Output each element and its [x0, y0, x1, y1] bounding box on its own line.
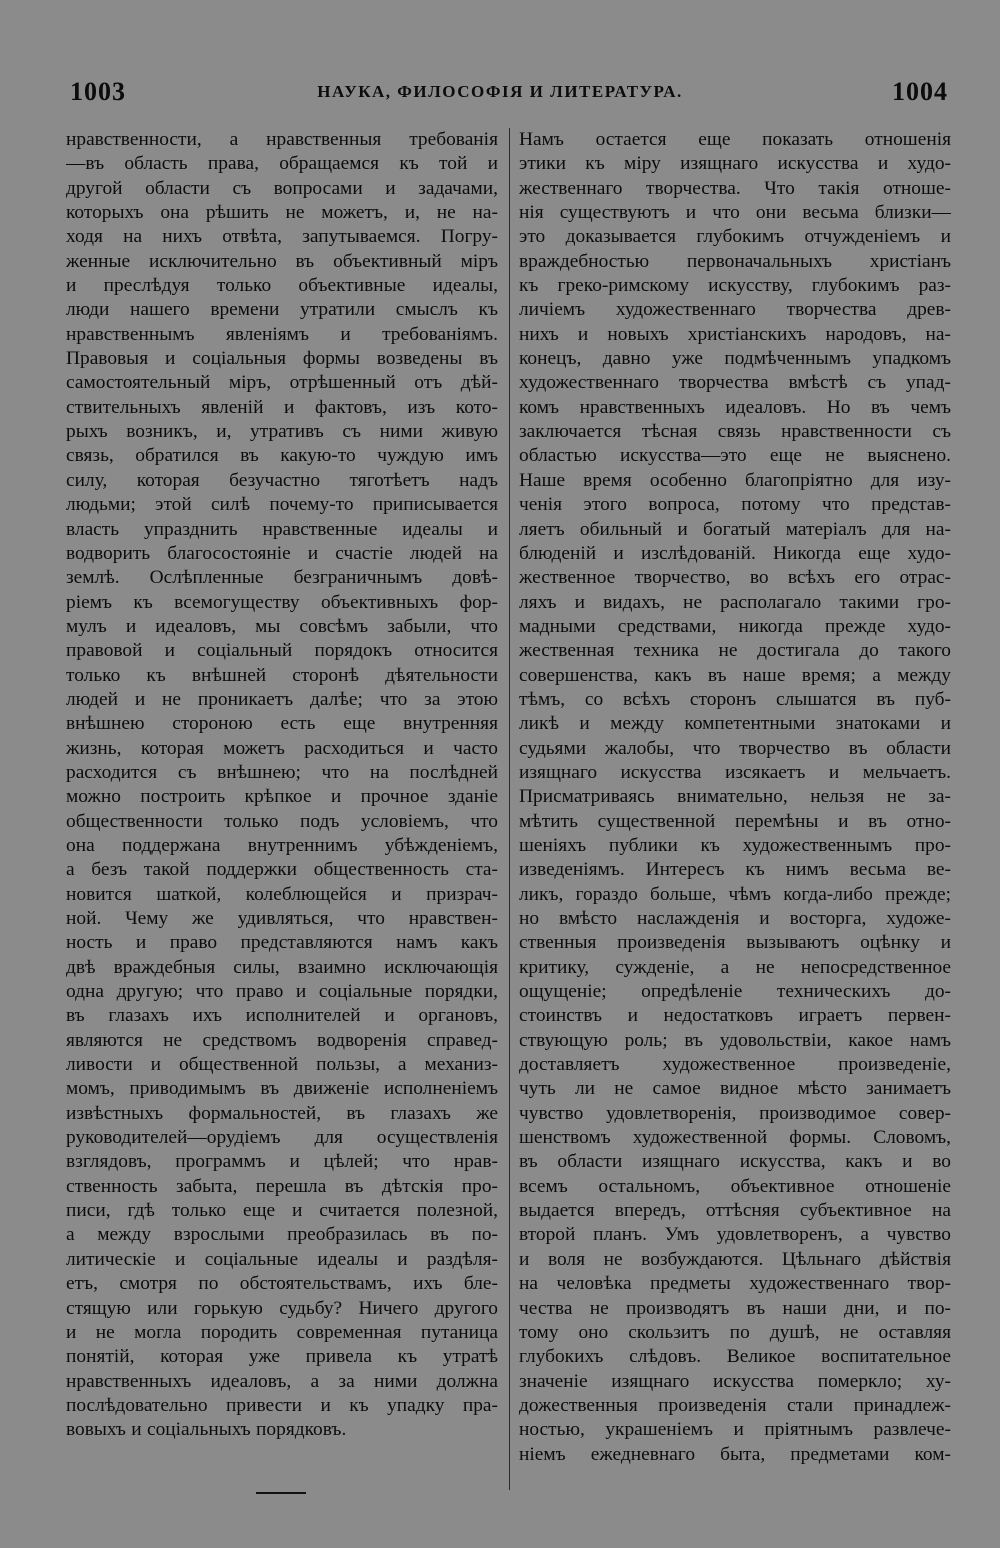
text-line: ляетъ обильный и богатый матеріалъ для на- — [519, 518, 951, 540]
text-line: ликѣ и между компетентными знатоками и — [519, 713, 951, 735]
text-line: самостоятельный міръ, отрѣшенный отъ дѣй- — [66, 372, 498, 394]
text-line: другой области съ вопросами и задачами, — [66, 177, 498, 199]
text-line: чества не производятъ въ наши дни, и по- — [519, 1297, 951, 1319]
text-line: жественнаго творчества. Что такія отноше- — [519, 177, 951, 199]
text-line: тому оно скользитъ по душѣ, не оставляя — [519, 1321, 951, 1343]
text-line: ляхъ и видахъ, не располагало такими гро- — [519, 591, 951, 613]
text-line: личіемъ художественнаго творчества древ- — [519, 299, 951, 321]
text-line: людей и не проникаетъ далѣе; что за этою — [66, 688, 498, 710]
text-line: стоинствъ и недостатковъ играетъ первен- — [519, 1005, 951, 1027]
text-line: ливости и общественной пользы, а механиз- — [66, 1054, 498, 1076]
text-line: ходя на нихъ отвѣта, запутываемся. Погру- — [66, 226, 498, 248]
text-line: а безъ такой поддержки общественность ста- — [66, 859, 498, 881]
text-line: мадными средствами, никогда прежде худо- — [519, 615, 951, 637]
text-line: значеніе изящнаго искусства померкло; ху- — [519, 1370, 951, 1392]
text-line: связь, обратился въ какую-то чуждую имъ — [66, 445, 498, 467]
text-line: глубокихъ слѣдовъ. Великое воспитательное — [519, 1346, 951, 1368]
text-line: понятій, которая уже привела къ утратѣ — [66, 1346, 498, 1368]
text-line: изведеніямъ. Интересъ къ нимъ весьма ве- — [519, 859, 951, 881]
text-line: вовыхъ и соціальныхъ порядковъ. — [66, 1419, 347, 1441]
text-line: блюденій и изслѣдованій. Никогда еще худо- — [519, 542, 951, 564]
left-column-text — [66, 128, 498, 1443]
section-end-rule — [256, 1492, 306, 1494]
text-line: областью искусства—это еще не выяснено. — [519, 445, 951, 467]
text-line: Наше время особенно благопріятно для изу- — [519, 469, 951, 491]
text-line: и преслѣдуя только объективные идеалы, — [66, 275, 498, 297]
text-line: Намъ остается еще показать отношенія — [519, 129, 951, 150]
text-line: люди нашего времени утратили смыслъ къ — [66, 299, 498, 321]
page-number-right: 1004 — [892, 77, 948, 106]
text-line: враждебностью первоначальныхъ христіанъ — [519, 250, 951, 272]
text-line: комъ нравственныхъ идеаловъ. Но въ чемъ — [519, 396, 951, 418]
text-line: жественное творчество, во всѣхъ его отрас- — [519, 567, 951, 589]
text-line: ственность забыта, перешла въ дѣтскія про- — [66, 1175, 498, 1197]
text-line: чувство удовлетворенія, производимое совер- — [519, 1102, 951, 1124]
text-line: Правовыя и соціальныя формы возведены въ — [66, 348, 498, 370]
text-line: второй планъ. Умъ удовлетворенъ, а чувство — [519, 1224, 951, 1246]
text-line: власть упразднить нравственные идеалы и — [66, 518, 498, 540]
text-line: ствительныхъ явленій и фактовъ, изъ кото- — [66, 396, 498, 418]
text-line: ствующую роль; въ удовольствіи, какое намъ — [519, 1029, 951, 1051]
text-line: и не могла породить современная путаница — [66, 1321, 498, 1343]
text-line: нихъ и новыхъ христіанскихъ народовъ, на- — [519, 323, 951, 345]
text-line: чуть ли не самое видное мѣсто занимаетъ — [519, 1078, 951, 1100]
text-line: жизнь, которая можетъ расходиться и часто — [66, 737, 498, 759]
text-line: она поддержана внутреннимъ убѣжденіемъ, — [66, 834, 498, 856]
text-line: нравственныхъ идеаловъ, а за ними должна — [66, 1370, 498, 1392]
text-line: одна другую; что право и соціальные порядки, — [66, 981, 498, 1003]
column-divider — [509, 128, 510, 1490]
text-line: въ области изящнаго искусства, какъ и во — [519, 1151, 951, 1173]
text-line: руководителей—орудіемъ для осуществленія — [66, 1127, 498, 1149]
text-line: заключается тѣсная связь нравственности съ — [519, 421, 951, 443]
text-line: людьми; этой силѣ почему-то приписывается — [66, 494, 498, 516]
text-line: къ греко-римскому искусству, глубокимъ раз- — [519, 275, 951, 297]
text-line: изящнаго искусства изсякаетъ и мельчаетъ. — [519, 761, 951, 783]
text-line: ственныя произведенія вызываютъ оцѣнку и — [519, 932, 951, 954]
text-line: жественная техника не достигала до такого — [519, 640, 951, 662]
text-line: —въ область права, обращаемся къ той и — [66, 153, 498, 175]
text-line: шенствомъ художественной формы. Словомъ, — [519, 1127, 951, 1149]
text-line: судьями жалобы, что творчество въ области — [519, 737, 951, 759]
text-line: и воля не возбуждаются. Цѣльнаго дѣйствія — [519, 1248, 951, 1270]
text-line: послѣдовательно привести и къ упадку пра- — [66, 1394, 498, 1416]
text-line: писи, гдѣ только еще и считается полезной, — [66, 1200, 498, 1222]
text-line: расходится съ внѣшнею; что на послѣдней — [66, 761, 498, 783]
text-line: ностью, украшеніемъ и пріятнымъ развлече- — [519, 1419, 951, 1441]
text-line: шеніяхъ публики къ художественнымъ про- — [519, 834, 951, 856]
page-number-left: 1003 — [70, 77, 126, 106]
text-line: етъ, смотря по обстоятельствамъ, ихъ бле- — [66, 1273, 498, 1295]
text-line: въ глазахъ ихъ исполнителей и органовъ, — [66, 1005, 498, 1027]
text-line: всемъ остальномъ, объективное отношеніе — [519, 1175, 951, 1197]
text-line: этики къ міру изящнаго искусства и худо- — [519, 153, 951, 175]
text-line: конецъ, давно уже подмѣченнымъ упадкомъ — [519, 348, 951, 370]
text-line: критику, сужденіе, а не непосредственное — [519, 956, 951, 978]
text-line: только къ внѣшней сторонѣ дѣятельности — [66, 664, 498, 686]
text-line: нравственнымъ явленіямъ и требованіямъ. — [66, 323, 498, 345]
text-line: выдается впередъ, оттѣсняя субъективное на — [519, 1200, 951, 1222]
text-line: стящую или горькую судьбу? Ничего другого — [66, 1297, 498, 1319]
text-line: ность и право представляются намъ какъ — [66, 932, 498, 954]
text-line: Присматриваясь внимательно, нельзя не за- — [519, 786, 951, 808]
text-line: являются не средствомъ водворенія справед- — [66, 1029, 498, 1051]
text-line: можно построить крѣпкое и прочное зданіе — [66, 786, 498, 808]
text-line: дожественныя произведенія стали принадлеж- — [519, 1394, 951, 1416]
text-line: внѣшнею стороною есть еще внутренняя — [66, 713, 498, 735]
text-line: землѣ. Ослѣпленные безграничнымъ довѣ- — [66, 567, 498, 589]
text-line: доставляетъ художественное произведеніе, — [519, 1054, 951, 1076]
text-line: которыхъ она рѣшить не можетъ, и, не на- — [66, 202, 498, 224]
text-line: рыхъ возникъ, и, утративъ съ ними живую — [66, 421, 498, 443]
text-line: силу, которая безучастно тяготѣетъ надъ — [66, 469, 498, 491]
text-line: а между взрослыми преобразилась въ по- — [66, 1224, 498, 1246]
text-line: но вмѣсто наслажденія и восторга, художе- — [519, 908, 951, 929]
text-line: общественности только подъ условіемъ, что — [66, 810, 498, 832]
text-line: новится шаткой, колеблющейся и призрач- — [66, 883, 498, 905]
text-line: мѣтить существенной перемѣны и въ отно- — [519, 810, 951, 832]
text-line: тѣмъ, со всѣхъ сторонъ слышатся въ пуб- — [519, 688, 951, 710]
text-line: ріемъ къ всемогуществу объективныхъ фор- — [66, 591, 498, 613]
text-line: ченія этого вопроса, потому что представ- — [519, 494, 951, 516]
text-line: женные исключительно въ объективный міръ — [66, 250, 498, 272]
text-line: это доказывается глубокимъ отчужденіемъ и — [519, 226, 951, 248]
text-line: на человѣка предметы художественнаго твор- — [519, 1273, 951, 1295]
text-line: нравственности, а нравственныя требованія — [66, 129, 498, 150]
text-line: двѣ враждебныя силы, взаимно исключающія — [66, 956, 498, 978]
text-line: ощущеніе; опредѣленіе техническихъ до- — [519, 981, 951, 1003]
text-line: мулъ и идеаловъ, мы совсѣмъ забыли, что — [66, 615, 498, 637]
text-line: ной. Чему же удивляться, что нравствен- — [66, 908, 498, 929]
text-line: совершенства, какъ въ наше время; а между — [519, 664, 951, 686]
text-line: нія существуютъ и что они весьма близки— — [519, 202, 951, 224]
right-column-text — [519, 128, 951, 1467]
text-line: водворить благосостояніе и счастіе людей на — [66, 542, 498, 564]
text-line: литическіе и соціальные идеалы и раздѣля- — [66, 1248, 498, 1270]
text-line: взглядовъ, программъ и цѣлей; что нрав- — [66, 1151, 498, 1173]
text-line: ликъ, гораздо больше, чѣмъ когда-либо прежде; — [519, 883, 951, 905]
text-line: художественнаго творчества вмѣстѣ съ упад- — [519, 372, 951, 394]
running-title: НАУКА, ФИЛОСОФІЯ И ЛИТЕРАТУРА. — [317, 82, 683, 101]
text-line: момъ, приводимымъ въ движеніе исполненіемъ — [66, 1078, 498, 1100]
text-line: правовой и соціальный порядокъ относится — [66, 640, 498, 662]
text-line: ніемъ ежедневнаго быта, предметами ком- — [519, 1443, 951, 1465]
text-line: извѣстныхъ формальностей, въ глазахъ же — [66, 1102, 498, 1124]
